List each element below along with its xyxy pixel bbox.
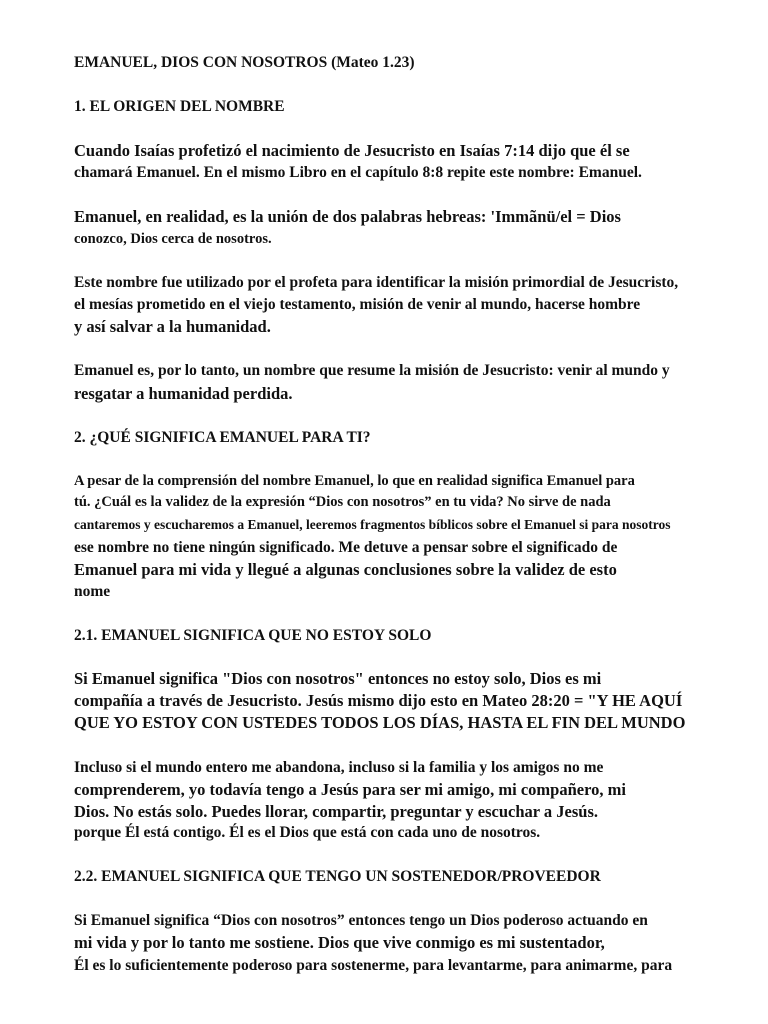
paragraph-4-line-1: Emanuel es, por lo tanto, un nombre que resume la misión de Jesucristo: venir al mundo y bbox=[74, 362, 670, 379]
paragraph-3-line-2: el mesías prometido en el viejo testamento, misión de venir al mundo, hacerse hombre bbox=[74, 296, 641, 313]
paragraph-1-line-1: Cuando Isaías profetizó el nacimiento de Jesucristo en Isaías 7:14 dijo que él se bbox=[74, 141, 630, 160]
paragraph-1-line-2: chamará Emanuel. En el mismo Libro en el capítulo 8:8 repite este nombre: Emanuel. bbox=[74, 164, 642, 181]
paragraph-5-line-3: cantaremos y escucharemos a Emanuel, leeremos fragmentos bíblicos sobre el Emanuel si para nosotros bbox=[74, 517, 671, 532]
section-heading-meaning: 2. ¿QUÉ SIGNIFICA EMANUEL PARA TI? bbox=[74, 429, 371, 446]
paragraph-2-line-1: Emanuel, en realidad, es la unión de dos palabras hebreas: 'Immãnü/el = Dios bbox=[74, 207, 621, 226]
paragraph-3-line-3: y así salvar a la humanidad. bbox=[74, 317, 271, 336]
section-heading-sustainer: 2.2. EMANUEL SIGNIFICA QUE TENGO UN SOSTENEDOR/PROVEEDOR bbox=[74, 868, 601, 885]
section-heading-not-alone: 2.1. EMANUEL SIGNIFICA QUE NO ESTOY SOLO bbox=[74, 627, 432, 644]
paragraph-8-line-2: mi vida y por lo tanto me sostiene. Dios que vive conmigo es mi sustentador, bbox=[74, 933, 605, 952]
document-title: EMANUEL, DIOS CON NOSOTROS (Mateo 1.23) bbox=[74, 54, 415, 71]
paragraph-7-line-2: comprenderem, yo todavía tengo a Jesús para ser mi amigo, mi compañero, mi bbox=[74, 780, 626, 799]
paragraph-4-line-2: resgatar a humanidad perdida. bbox=[74, 384, 293, 403]
paragraph-7-line-4: porque Él está contigo. Él es el Dios que está con cada uno de nosotros. bbox=[74, 824, 541, 841]
paragraph-2-line-2: conozco, Dios cerca de nosotros. bbox=[74, 231, 272, 247]
paragraph-7-line-3: Dios. No estás solo. Puedes llorar, compartir, preguntar y escuchar a Jesús. bbox=[74, 802, 599, 821]
paragraph-8-line-1: Si Emanuel significa “Dios con nosotros” entonces tengo un Dios poderoso actuando en bbox=[74, 912, 648, 929]
paragraph-6-line-3: QUE YO ESTOY CON USTEDES TODOS LOS DÍAS, HASTA EL FIN DEL MUNDO bbox=[74, 713, 686, 732]
paragraph-8-line-3: Él es lo suficientemente poderoso para sostenerme, para levantarme, para animarme, para bbox=[74, 957, 673, 974]
paragraph-3-line-1: Este nombre fue utilizado por el profeta para identificar la misión primordial de Jesucristo, bbox=[74, 274, 679, 291]
paragraph-6-line-2: compañía a través de Jesucristo. Jesús mismo dijo esto en Mateo 28:20 = "Y HE AQUÍ bbox=[74, 691, 683, 710]
paragraph-5-line-6: nome bbox=[74, 583, 111, 600]
paragraph-5-line-1: A pesar de la comprensión del nombre Emanuel, lo que en realidad significa Emanuel para bbox=[74, 473, 635, 489]
paragraph-5-line-5: Emanuel para mi vida y llegué a algunas conclusiones sobre la validez de esto bbox=[74, 560, 617, 579]
section-heading-origin: 1. EL ORIGEN DEL NOMBRE bbox=[74, 98, 285, 115]
paragraph-7-line-1: Incluso si el mundo entero me abandona, incluso si la familia y los amigos no me bbox=[74, 759, 604, 776]
paragraph-5-line-4: ese nombre no tiene ningún significado. Me detuve a pensar sobre el significado de bbox=[74, 539, 618, 556]
paragraph-6-line-1: Si Emanuel significa "Dios con nosotros" entonces no estoy solo, Dios es mi bbox=[74, 669, 602, 688]
paragraph-5-line-2: tú. ¿Cuál es la validez de la expresión “Dios con nosotros” en tu vida? No sirve de nada bbox=[74, 494, 611, 510]
